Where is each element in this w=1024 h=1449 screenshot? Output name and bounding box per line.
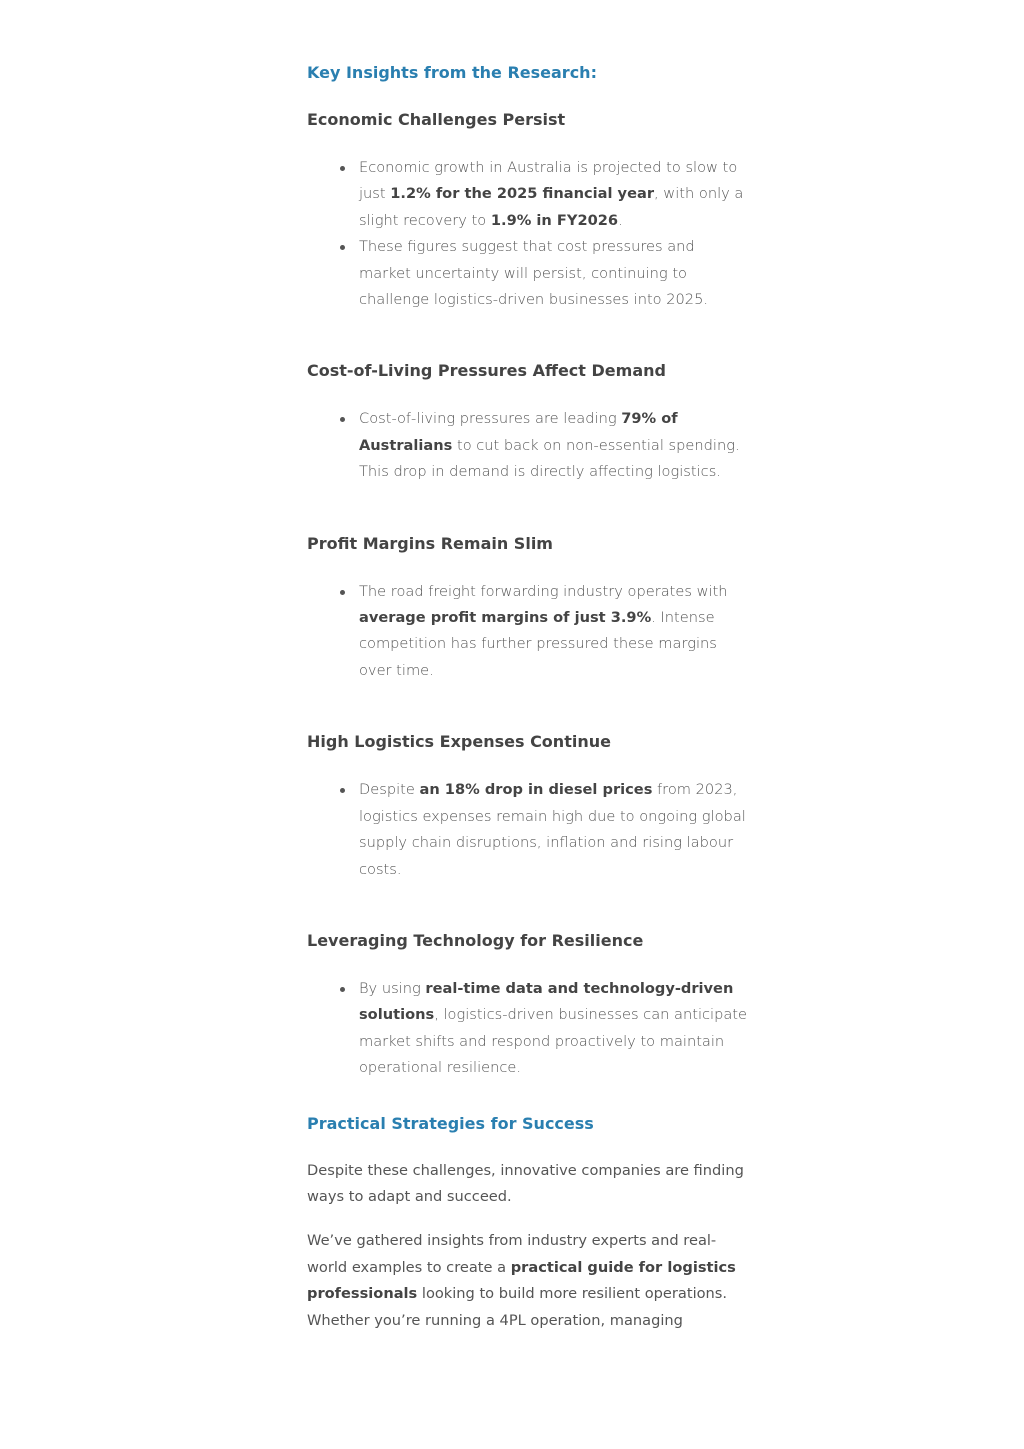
text-run: , logistics-driven businesses can anticipate market shifts and respond proactively to maintain operational resilience.	[359, 1006, 747, 1077]
section-title-technology: Leveraging Technology for Resilience	[307, 930, 644, 950]
bullet-item	[307, 579, 747, 685]
bullet-item	[307, 234, 747, 313]
bold-text: 1.2% for the 2025 financial year	[390, 185, 655, 203]
text-run: Despite these challenges, innovative companies are finding ways to adapt and succeed.	[307, 1161, 744, 1205]
bullet-item	[307, 155, 747, 234]
text-run: We’ve gathered insights from industry experts and real-world examples to create a	[307, 1232, 717, 1276]
bullet-item	[307, 777, 747, 883]
text-run: Cost-of-living pressures are leading	[359, 410, 622, 428]
paragraph-intro	[307, 1158, 747, 1211]
bold-text: practical guide for logistics professionals	[307, 1258, 736, 1303]
bullet-list-cost-of-living	[307, 406, 747, 485]
bullet-item	[307, 406, 747, 485]
text-run: The road freight forwarding industry operates with	[359, 582, 728, 600]
text-run: By using	[359, 979, 426, 997]
paragraph-guide	[307, 1228, 747, 1334]
text-run: to cut back on non-essential spending. This drop in demand is directly affecting logistics.	[359, 436, 740, 481]
section-title-logistics-expenses: High Logistics Expenses Continue	[307, 732, 611, 752]
bullet-item	[307, 976, 747, 1082]
practical-strategies-heading: Practical Strategies for Success	[307, 1113, 594, 1133]
section-title-economic: Economic Challenges Persist	[307, 110, 566, 129]
text-run: , with only a slight recovery to	[359, 185, 744, 229]
bullet-list-logistics-expenses	[307, 777, 747, 883]
text-run: Economic growth in Australia is projected to slow to just	[359, 159, 738, 203]
text-run: . Intense competition has further pressured these margins over time.	[359, 609, 717, 679]
bold-text: 79% of Australians	[359, 410, 678, 454]
bold-text: average profit margins of just 3.9%	[359, 609, 652, 627]
text-run: Despite	[359, 781, 420, 799]
bold-text: an 18% drop in diesel prices	[419, 781, 653, 799]
key-insights-heading: Key Insights from the Research:	[307, 63, 597, 82]
article-content	[307, 60, 747, 1334]
bullet-list-economic	[307, 155, 747, 313]
text-run: looking to build more resilient operations. Whether you’re running a 4PL operation, managing	[307, 1285, 728, 1329]
text-run: These figures suggest that cost pressures and market uncertainty will persist, continuing to challenge logistics-driven businesses into 2025.	[359, 238, 709, 309]
text-run: .	[618, 211, 623, 229]
section-title-cost-of-living: Cost-of-Living Pressures Affect Demand	[307, 361, 666, 381]
text-run: from 2023, logistics expenses remain high due to ongoing global supply chain disruptions, inflation and rising labour costs.	[359, 781, 746, 878]
bullet-list-profit-margins	[307, 579, 747, 685]
section-title-profit-margins: Profit Margins Remain Slim	[307, 533, 553, 553]
bullet-list-technology	[307, 976, 747, 1082]
bold-text: real-time data and technology-driven solutions	[359, 979, 734, 1024]
bold-text: 1.9% in FY2026	[490, 211, 619, 229]
